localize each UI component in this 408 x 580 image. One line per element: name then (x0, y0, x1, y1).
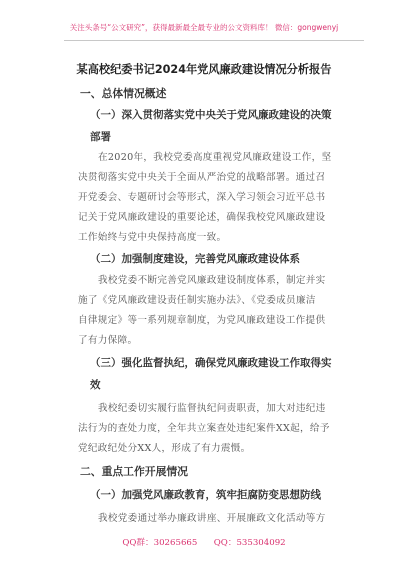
paragraph-line: 决贯彻落实党中央关于全面从严治党的战略部署。通过召 (78, 172, 326, 183)
paragraph-line: 记关于党风廉政建设的重要论述，确保我校党风廉政建设 (78, 212, 326, 223)
header-divider (64, 40, 364, 41)
subsection-heading-2-1: （一）加强党风廉政教育，筑牢拒腐防变思想防线 (90, 489, 321, 501)
subsection-heading-1-1-cont: 部署 (90, 131, 111, 143)
paragraph-line: 开党委会、专题研讨会等形式，深入学习领会习近平总书 (78, 192, 326, 203)
paragraph-line: 我校党委通过举办廉政讲座、开展廉政文化活动等方 (98, 513, 326, 524)
section-heading-1: 一、总体情况概述 (80, 87, 167, 100)
promo-banner: 关注头条号“公文研究”，获得最新最全最专业的公文资料库！ 微信：gongwenyj (69, 23, 339, 32)
subsection-heading-1-3: （三）强化监督执纪，确保党风廉政建设工作取得实 (90, 357, 332, 369)
paragraph-line: 工作始终与党中央保持高度一致。 (78, 232, 227, 243)
paragraph-line: 自律规定》等一系列规章制度，为党风廉政建设工作提供 (78, 315, 326, 326)
paragraph-line: 了有力保障。 (78, 335, 138, 346)
footer-contact: QQ群：30265665 QQ：535304092 (122, 538, 286, 548)
paragraph-line: 法行为的查处力度，全年共立案查处违纪案件XX起，给予 (78, 423, 330, 434)
paragraph-line: 我校党委不断完善党风廉政建设制度体系，制定并实 (98, 275, 326, 286)
paragraph-line: 党纪政纪处分XX人，形成了有力震慑。 (78, 443, 251, 454)
paragraph-line: 我校纪委切实履行监督执纪问责职责，加大对违纪违 (98, 403, 326, 414)
document-title: 某高校纪委书记2024年党风廉政建设情况分析报告 (76, 63, 332, 76)
section-heading-2: 二、重点工作开展情况 (80, 465, 188, 478)
subsection-heading-1-3-cont: 效 (90, 379, 101, 391)
subsection-heading-1-1: （一）深入贯彻落实党中央关于党风廉政建设的决策 (90, 109, 332, 121)
subsection-heading-1-2: （二）加强制度建设，完善党风廉政建设体系 (90, 253, 300, 265)
paragraph-line: 在2020年，我校党委高度重视党风廉政建设工作，坚 (98, 152, 332, 163)
paragraph-line: 施了《党风廉政建设责任制实施办法》、《党委成员廉洁 (78, 295, 316, 306)
